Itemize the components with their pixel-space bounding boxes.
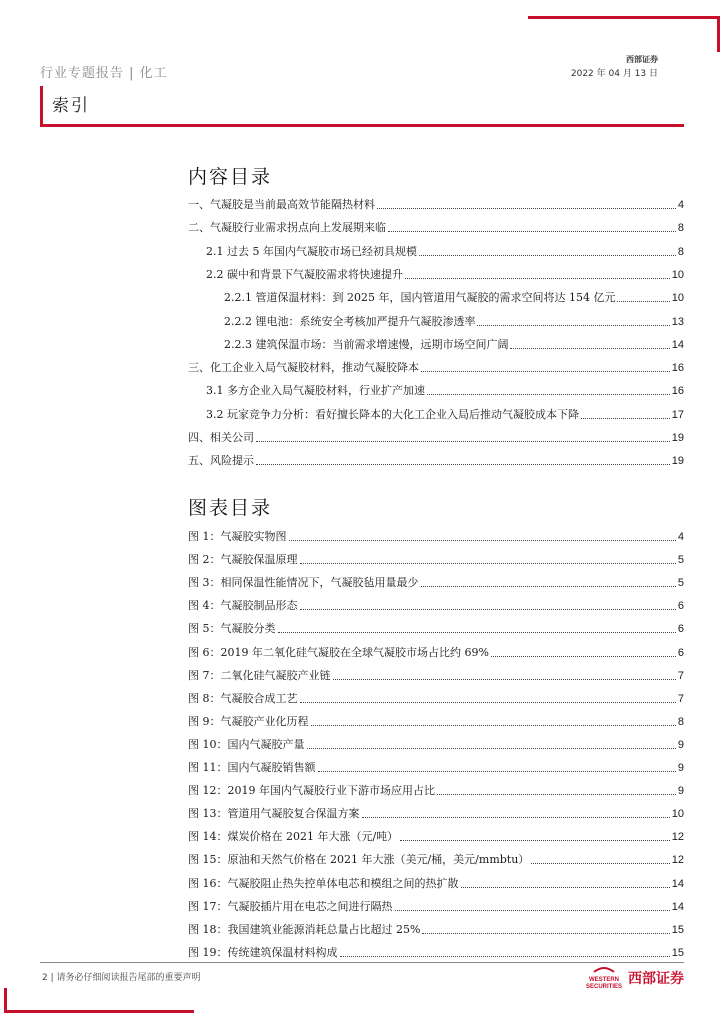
contents-entry[interactable] bbox=[188, 357, 684, 375]
contents-entry-page: 10 bbox=[671, 268, 684, 281]
dot-leader bbox=[318, 771, 676, 772]
dot-leader bbox=[461, 887, 670, 888]
figure-entry-label: 图 10：国内气凝胶产量 bbox=[188, 737, 305, 751]
contents-entry-page: 8 bbox=[677, 245, 684, 258]
company-logo bbox=[586, 964, 684, 991]
footer-disclaimer: 请务必仔细阅读报告尾部的重要声明 bbox=[56, 973, 201, 983]
figure-entry-page: 15 bbox=[671, 946, 684, 959]
header-frame-bar bbox=[40, 124, 684, 127]
figure-entry[interactable] bbox=[188, 549, 684, 567]
figure-entry-label: 图 17：气凝胶插片用在电芯之间进行隔热 bbox=[188, 899, 393, 913]
contents-entry[interactable] bbox=[188, 427, 684, 445]
contents-title: 内容目录 bbox=[188, 166, 273, 188]
contents-entry-label: 二、气凝胶行业需求拐点向上发展期来临 bbox=[188, 221, 386, 235]
contents-entry-page: 4 bbox=[677, 199, 684, 211]
figure-entry-label: 图 19：传统建筑保温材料构成 bbox=[188, 945, 338, 959]
dot-leader bbox=[256, 464, 670, 465]
figure-entry[interactable] bbox=[188, 595, 684, 613]
dot-leader bbox=[510, 348, 669, 349]
contents-entry-page: 8 bbox=[677, 222, 684, 235]
contents-entry-page: 16 bbox=[671, 362, 684, 375]
figure-entry[interactable] bbox=[188, 688, 684, 706]
figure-entry-page: 9 bbox=[677, 785, 684, 798]
contents-entry[interactable] bbox=[206, 404, 684, 422]
dot-leader bbox=[300, 702, 676, 703]
footer-separator: | bbox=[50, 973, 54, 983]
figure-entry[interactable] bbox=[188, 896, 684, 914]
figure-entry[interactable] bbox=[188, 757, 684, 775]
figure-entry-page: 9 bbox=[677, 762, 684, 774]
figure-entry-page: 5 bbox=[677, 577, 684, 590]
figure-entry-page: 14 bbox=[671, 877, 684, 890]
figure-entry-label: 图 7：二氧化硅气凝胶产业链 bbox=[188, 668, 331, 682]
contents-entry-page: 17 bbox=[671, 408, 684, 421]
dot-leader bbox=[427, 394, 670, 395]
report-date: 2022 年 04 月 13 日 bbox=[570, 69, 658, 79]
figure-entry-page: 8 bbox=[677, 715, 684, 728]
figure-entry-label: 图 4：气凝胶制品形态 bbox=[188, 599, 298, 613]
logo-securities: SECURITIES bbox=[585, 984, 622, 990]
logo-swoosh-icon bbox=[593, 964, 615, 974]
contents-entry-label: 一、气凝胶是当前最高效节能隔热材料 bbox=[188, 198, 375, 211]
contents-entry-page: 10 bbox=[671, 292, 684, 305]
contents-entry-label: 四、相关公司 bbox=[188, 431, 254, 444]
dot-leader bbox=[362, 817, 670, 818]
figure-entry-label: 图 9：气凝胶产业化历程 bbox=[188, 714, 309, 728]
figure-entry-page: 4 bbox=[677, 531, 684, 543]
dot-leader bbox=[340, 956, 670, 957]
figure-entry[interactable] bbox=[188, 572, 684, 590]
dot-leader bbox=[477, 325, 669, 326]
footer-text bbox=[42, 970, 201, 983]
figure-entry[interactable] bbox=[188, 642, 684, 660]
figure-entry-page: 10 bbox=[671, 808, 684, 821]
dot-leader bbox=[531, 863, 669, 864]
figure-entry-label: 图 6：2019 年二氧化硅气凝胶在全球气凝胶市场占比约 69% bbox=[188, 645, 489, 659]
figure-entry-page: 6 bbox=[677, 646, 684, 659]
figure-entry-page: 5 bbox=[677, 554, 684, 567]
contents-entry-label: 三、化工企业入局气凝胶材料，推动气凝胶降本 bbox=[188, 361, 419, 375]
figure-entry-label: 图 15：原油和天然气价格在 2021 年大涨（美元/桶，美元/mmbtu） bbox=[188, 853, 530, 867]
figure-entry-label: 图 14：煤炭价格在 2021 年大涨（元/吨） bbox=[188, 830, 399, 844]
figure-entry-label: 图 3：相同保温性能情况下，气凝胶毡用量最少 bbox=[188, 576, 419, 590]
figure-entry[interactable] bbox=[188, 849, 684, 867]
dot-leader bbox=[300, 609, 676, 610]
figure-entry[interactable] bbox=[188, 618, 684, 636]
bottom-frame-bar-vertical bbox=[4, 988, 7, 1013]
logo-name: 西部证券 bbox=[628, 970, 684, 987]
contents-entry-label: 2.2.1 管道保温材料：到 2025 年，国内管道用气凝胶的需求空间将达 154 亿元 bbox=[224, 291, 616, 305]
contents-entry-page: 19 bbox=[671, 432, 684, 444]
figure-entry-page: 7 bbox=[677, 669, 684, 682]
dot-leader bbox=[307, 748, 676, 749]
figure-entry[interactable] bbox=[188, 780, 684, 798]
logo-mark bbox=[586, 964, 622, 991]
report-category: 行业专题报告 | 化工 bbox=[40, 66, 168, 81]
contents-entry-page: 13 bbox=[671, 315, 684, 328]
header-frame-bar-vertical bbox=[40, 86, 43, 127]
figure-entry-label: 图 8：气凝胶合成工艺 bbox=[188, 691, 298, 705]
figure-entry-label: 图 16：气凝胶阻止热失控单体电芯和模组之间的热扩散 bbox=[188, 876, 459, 890]
page-number: 2 bbox=[42, 973, 48, 983]
contents-entry[interactable] bbox=[188, 194, 684, 212]
figure-entry-label: 图 2：气凝胶保温原理 bbox=[188, 553, 298, 567]
dot-leader bbox=[422, 933, 669, 934]
figure-entry-page: 7 bbox=[677, 692, 684, 705]
dot-leader bbox=[617, 301, 669, 302]
figure-entry-page: 12 bbox=[671, 831, 684, 844]
contents-entry-page: 16 bbox=[671, 385, 684, 398]
figure-entry-label: 图 12：2019 年国内气凝胶行业下游市场应用占比 bbox=[188, 784, 435, 798]
figure-entry[interactable] bbox=[188, 826, 684, 844]
contents-entry-label: 2.2.3 建筑保温市场：当前需求增速慢，远期市场空间广阔 bbox=[224, 337, 509, 351]
logo-western: WESTERN bbox=[588, 977, 619, 983]
dot-leader bbox=[421, 586, 676, 587]
figure-entry[interactable] bbox=[188, 665, 684, 683]
contents-entry[interactable] bbox=[224, 311, 684, 329]
dot-leader bbox=[419, 255, 676, 256]
dot-leader bbox=[278, 632, 676, 633]
dot-leader bbox=[311, 725, 676, 726]
brand-name: 西部证券 bbox=[626, 55, 658, 64]
figure-entry-label: 图 5：气凝胶分类 bbox=[188, 622, 276, 636]
figure-entry-page: 9 bbox=[677, 738, 684, 751]
figure-entry[interactable] bbox=[188, 919, 684, 937]
figure-entry-page: 6 bbox=[677, 623, 684, 636]
dot-leader bbox=[400, 840, 670, 841]
dot-leader bbox=[289, 540, 676, 541]
top-frame-bar-vertical bbox=[717, 16, 720, 52]
contents-entry-label: 3.2 玩家竞争力分析：看好擅长降本的大化工企业入局后推动气凝胶成本下降 bbox=[206, 407, 579, 421]
footer-rule bbox=[40, 962, 684, 963]
figure-entry-page: 14 bbox=[671, 900, 684, 913]
contents-entry[interactable] bbox=[206, 241, 684, 259]
figure-entry[interactable] bbox=[188, 711, 684, 729]
contents-entry-label: 五、风险提示 bbox=[188, 454, 254, 468]
contents-entry-label: 3.1 多方企业入局气凝胶材料，行业扩产加速 bbox=[206, 384, 425, 398]
contents-entry[interactable] bbox=[188, 217, 684, 235]
figure-entry[interactable] bbox=[188, 942, 684, 960]
figure-entry[interactable] bbox=[188, 734, 684, 752]
dot-leader bbox=[421, 371, 670, 372]
dot-leader bbox=[437, 794, 676, 795]
dot-leader bbox=[388, 231, 676, 232]
dot-leader bbox=[300, 563, 676, 564]
dot-leader bbox=[405, 278, 670, 279]
dot-leader bbox=[256, 441, 670, 442]
figure-entry-label: 图 11：国内气凝胶销售额 bbox=[188, 761, 316, 774]
figure-entry-page: 15 bbox=[671, 923, 684, 936]
top-frame-bar bbox=[528, 16, 720, 19]
bottom-frame-bar bbox=[4, 1010, 194, 1013]
dot-leader bbox=[395, 910, 670, 911]
dot-leader bbox=[491, 656, 676, 657]
contents-entry[interactable] bbox=[224, 334, 684, 352]
index-title: 索引 bbox=[52, 96, 90, 116]
figure-entry-label: 图 18：我国建筑业能源消耗总量占比超过 25% bbox=[188, 922, 421, 936]
contents-entry[interactable] bbox=[224, 287, 684, 305]
contents-entry[interactable] bbox=[188, 450, 684, 468]
figure-entry[interactable] bbox=[188, 526, 684, 544]
dot-leader bbox=[333, 679, 676, 680]
dot-leader bbox=[581, 418, 670, 419]
contents-entry-label: 2.2.2 锂电池：系统安全考核加严提升气凝胶渗透率 bbox=[224, 314, 476, 328]
figure-entry[interactable] bbox=[188, 803, 684, 821]
figure-entry-page: 6 bbox=[677, 600, 684, 613]
contents-entry-label: 2.1 过去 5 年国内气凝胶市场已经初具规模 bbox=[206, 244, 417, 258]
dot-leader bbox=[377, 208, 676, 209]
contents-entry[interactable] bbox=[206, 380, 684, 398]
figure-entry-label: 图 13：管道用气凝胶复合保温方案 bbox=[188, 807, 360, 821]
contents-entry-label: 2.2 碳中和背景下气凝胶需求将快速提升 bbox=[206, 267, 403, 281]
figure-entry-label: 图 1：气凝胶实物图 bbox=[188, 530, 287, 543]
contents-entry-page: 19 bbox=[671, 455, 684, 468]
figure-entry[interactable] bbox=[188, 873, 684, 891]
figures-title: 图表目录 bbox=[188, 497, 273, 519]
contents-entry[interactable] bbox=[206, 264, 684, 282]
contents-entry-page: 14 bbox=[671, 338, 684, 351]
figure-entry-page: 12 bbox=[671, 854, 684, 867]
